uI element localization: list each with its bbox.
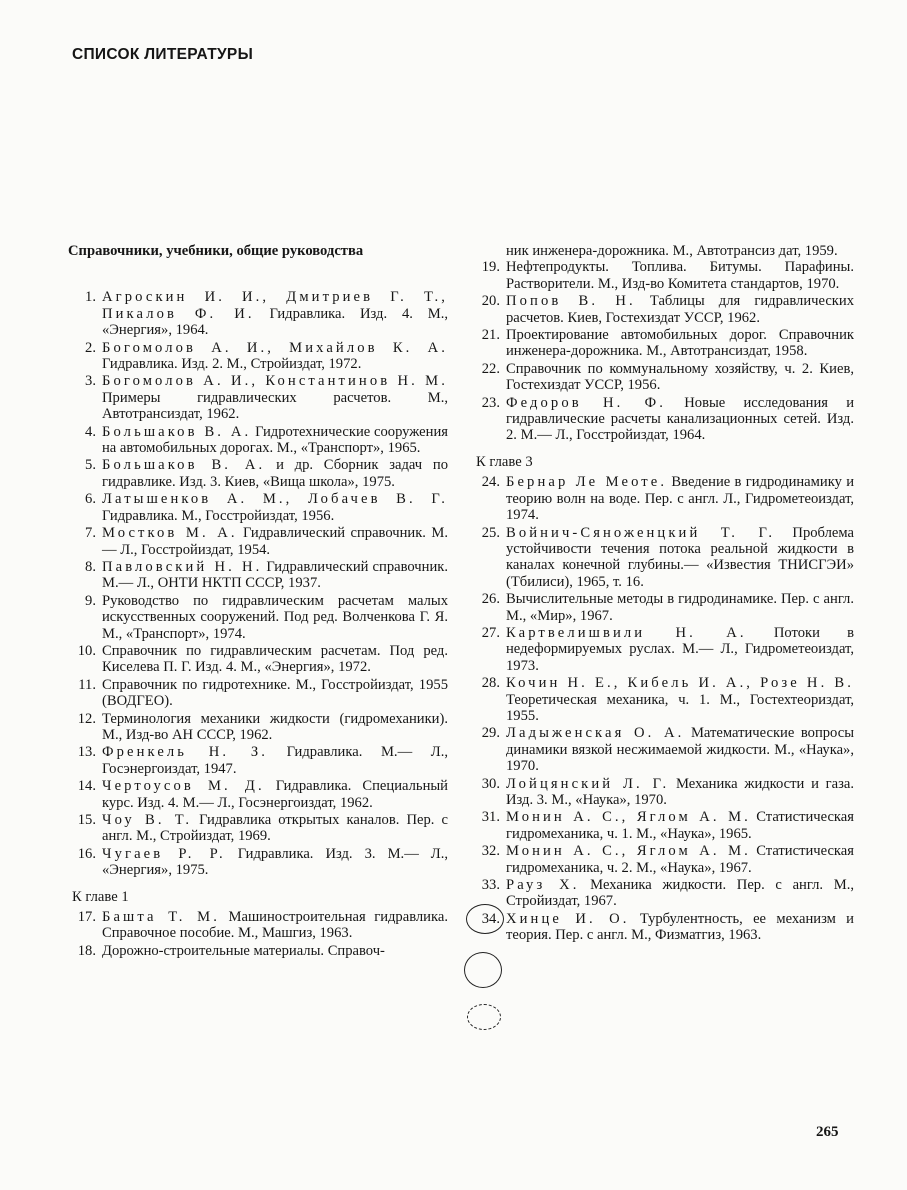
reference-text [506, 725, 854, 774]
reference-author: Чоу В. Т. [102, 812, 193, 828]
reference-author: Рауз Х. [506, 877, 580, 894]
reference-text [102, 457, 448, 490]
reference-item [68, 778, 448, 811]
reference-text [506, 474, 854, 523]
reference-text [102, 373, 448, 422]
reference-continuation [472, 243, 854, 259]
reference-details: Гидротехнические сооружения на автомобильных дорогах. М., «Транспорт», 1965. [102, 423, 448, 457]
reference-number: 7. [85, 525, 96, 542]
reference-text [506, 327, 854, 360]
reference-author: Богомолов А. И., Михайлов К. А. [102, 339, 448, 356]
reference-item [68, 909, 448, 942]
reference-details: Статистическая гидромеханика, ч. 2. М., «Наука», 1967. [506, 843, 854, 876]
reference-item [68, 846, 448, 879]
reference-number: 16. [77, 845, 96, 862]
reference-item [68, 457, 448, 490]
reference-details: Справочник по гидротехнике. М., Госстройиздат, 1955 (ВОДГЕО). [102, 676, 448, 710]
reference-text [102, 943, 448, 959]
reference-text [506, 395, 854, 444]
reference-details: Новые исследования и гидравлические расчеты канализационных сетей. Изд. 2. М.— Л., Госстройиздат, 1964. [506, 394, 855, 444]
reference-details: Механика жидкости и газа. Изд. 3. М., «Наука», 1970. [506, 775, 855, 808]
reference-item [472, 675, 854, 724]
reference-list-chapter-1 [68, 909, 448, 959]
reference-details: Гидравлика. Специальный курс. Изд. 4. М.— Л., Госэнергоиздат, 1962. [102, 778, 448, 811]
reference-author: Чугаев Р. Р. [102, 845, 226, 862]
reference-item [472, 525, 854, 591]
reference-text [102, 525, 448, 558]
reference-number: 30. [481, 775, 500, 792]
reference-number: 4. [85, 423, 96, 440]
reference-item [472, 725, 854, 774]
right-column [472, 243, 854, 945]
reference-author: Ладыженская О. А. [506, 725, 685, 742]
reference-item [472, 877, 854, 910]
reference-details: Механика жидкости. Пер. с англ. М., Стройиздат, 1967. [506, 877, 854, 910]
reference-number: 18. [77, 942, 96, 959]
reference-text [506, 843, 854, 876]
reference-author: Большаков В. А. [102, 457, 266, 474]
reference-author: Чертоусов М. Д. [102, 778, 265, 795]
reference-details: и др. Сборник задач по гидравлике. Изд. 3. Киев, «Вища школа», 1975. [102, 457, 448, 490]
reference-item [472, 911, 854, 944]
reference-text [102, 778, 448, 811]
reference-details: Гидравлический справочник. М.— Л., Госстройиздат, 1954. [102, 525, 448, 558]
reference-number: 20. [481, 293, 500, 310]
handwritten-circle-32 [464, 952, 502, 988]
reference-author: Богомолов А. И., Константинов Н. М. [102, 373, 448, 390]
reference-author: Монин А. С., Яглом А. М. [506, 843, 751, 860]
reference-number: 15. [77, 812, 96, 828]
reference-list-chapter-3 [472, 474, 854, 943]
section-heading: Справочники, учебники, общие руководства [68, 243, 364, 259]
reference-number: 13. [77, 744, 96, 761]
reference-item [68, 677, 448, 710]
reference-details: Гидравлика. М., Госстройиздат, 1956. [102, 507, 335, 524]
reference-number: 24. [481, 474, 500, 491]
reference-item [68, 711, 448, 744]
reference-details: Вычислительные методы в гидродинамике. Пер. с англ. М., «Мир», 1967. [506, 591, 854, 624]
reference-details: Справочник по гидравлическим расчетам. Под ред. Киселева П. Г. Изд. 4. М., «Энергия», 1972. [102, 642, 448, 676]
reference-details: Дорожно-строительные материалы. Справоч- [102, 942, 385, 959]
reference-number: 12. [77, 710, 96, 727]
chapter-heading-1: К главе 1 [72, 888, 129, 905]
reference-text [506, 911, 854, 944]
reference-number: 10. [77, 642, 96, 659]
reference-text [506, 525, 854, 591]
reference-text [506, 259, 854, 292]
reference-details: Введение в гидродинамику и теорию волн на воде. Пер. с англ. Л., Гидрометеоиздат, 1974. [506, 474, 855, 524]
reference-author: Лойцянский Л. Г. [506, 775, 670, 792]
reference-text [102, 677, 448, 710]
reference-number: 34. [481, 910, 500, 927]
reference-author: Федоров Н. Ф. [506, 394, 667, 411]
reference-text [506, 625, 854, 674]
reference-details: Руководство по гидравлическим расчетам малых искусственных сооружений. Под ред. Волченкова Г. Я. М., «Транспорт», 1974. [102, 592, 448, 642]
reference-item [472, 293, 854, 326]
page-number: 265 [816, 1124, 839, 1140]
reference-author: Павловский Н. Н. [102, 558, 263, 575]
reference-text [506, 293, 854, 326]
reference-item [68, 424, 448, 457]
reference-item [472, 474, 854, 523]
reference-item [68, 812, 448, 845]
reference-text [102, 812, 448, 845]
reference-number: 26. [481, 591, 500, 608]
reference-number: 8. [85, 558, 96, 575]
reference-item [68, 289, 448, 338]
reference-author: Кочин Н. Е., Кибель И. А., Розе Н. В. [506, 675, 854, 692]
reference-author: Мостков М. А. [102, 525, 238, 542]
reference-item [68, 373, 448, 422]
reference-text [102, 711, 448, 744]
reference-number: 6. [85, 491, 96, 508]
reference-number: 17. [77, 909, 96, 926]
reference-number: 3. [85, 373, 96, 390]
reference-details: Гидравлика. М.— Л., Госэнергоиздат, 1947. [102, 744, 448, 777]
reference-details: Математические вопросы динамики вязкой несжимаемой жидкости. М., «Наука», 1970. [506, 725, 854, 775]
reference-text [102, 593, 448, 642]
reference-details: Гидравлика. Изд. 4. М., «Энергия», 1964. [102, 305, 448, 339]
reference-item [472, 809, 854, 842]
reference-text [102, 424, 448, 457]
reference-text [102, 491, 448, 524]
reference-item [472, 327, 854, 360]
reference-text [102, 846, 448, 879]
reference-text [102, 340, 448, 373]
chapter-heading-3: К главе 3 [476, 453, 533, 470]
reference-text [506, 361, 854, 394]
reference-number: 5. [85, 457, 96, 474]
reference-text [506, 877, 854, 910]
reference-details: Турбулентность, ее механизм и теория. Пер. с англ. М., Физматгиз, 1963. [506, 910, 854, 944]
reference-item [68, 744, 448, 777]
reference-text [102, 643, 448, 676]
reference-text [102, 289, 448, 338]
reference-author: Хинце И. О. [506, 910, 630, 927]
page-title: СПИСОК ЛИТЕРАТУРЫ [72, 46, 254, 63]
reference-list-general [68, 289, 448, 878]
reference-number: 32. [481, 843, 500, 860]
reference-number: 27. [481, 624, 500, 641]
reference-author: Френкель Н. З. [102, 744, 269, 761]
reference-details: Гидравлика. Изд. 3. М.— Л., «Энергия», 1975. [102, 845, 449, 879]
reference-number: 2. [85, 339, 96, 356]
reference-details: Проблема устойчивости течения потока реальной жидкости в каналах конечной глубины.— «Известия ТНИСГЭИ» (Тбилиси), 1965, т. 16. [506, 524, 854, 590]
reference-author: Агроскин И. И., Дмитриев Г. Т., Пикалов Ф. И. [102, 289, 448, 322]
reference-details: Справочник по коммунальному хозяйству, ч. 2. Киев, Гостехиздат УССР, 1956. [506, 360, 854, 394]
handwritten-circle-31 [466, 904, 504, 934]
reference-text [506, 675, 854, 724]
reference-details: Потоки в недеформируемых руслах. М.— Л., Гидрометеоиздат, 1973. [506, 624, 855, 674]
reference-details: Нефтепродукты. Топлива. Битумы. Парафины. Растворители. М., Изд-во Комитета стандартов, 1970. [506, 259, 854, 292]
reference-details: Машиностроительная гидравлика. Справочное пособие. М., Машгиз, 1963. [102, 909, 448, 942]
reference-details: Таблицы для гидравлических расчетов. Киев, Гостехиздат УССР, 1962. [506, 293, 854, 326]
reference-author: Войнич-Сяноженцкий Т. Г. [506, 524, 776, 541]
reference-list-general-cont [472, 259, 854, 443]
reference-item [472, 591, 854, 624]
reference-number: 25. [481, 524, 500, 541]
reference-text [506, 591, 854, 624]
reference-details: Примеры гидравлических расчетов. М., Автотрансиздат, 1962. [102, 389, 448, 423]
reference-details: Гидравлический справочник. М.— Л., ОНТИ НКТП СССР, 1937. [102, 558, 448, 592]
reference-item [68, 491, 448, 524]
reference-author: Башта Т. М. [102, 909, 220, 926]
reference-author: Большаков В. А. [102, 423, 252, 440]
reference-item [68, 593, 448, 642]
reference-text [506, 809, 854, 842]
reference-number: 19. [481, 259, 500, 276]
reference-number: 14. [77, 778, 96, 795]
reference-number: 31. [481, 809, 500, 826]
reference-author: Монин А. С., Яглом А. М. [506, 809, 751, 826]
reference-continuation-text: ник инженера-дорожника. М., Автотрансиз дат, 1959. [506, 243, 838, 259]
reference-details: Терминология механики жидкости (гидромеханики). М., Изд-во АН СССР, 1962. [102, 710, 448, 743]
reference-text [102, 744, 448, 777]
reference-details: Теоретическая механика, ч. 1. М., Гостехтеориздат, 1955. [506, 691, 854, 724]
reference-number: 22. [481, 360, 500, 377]
reference-item [68, 559, 448, 592]
reference-text [506, 776, 854, 809]
reference-details: Гидравлика. Изд. 2. М., Стройиздат, 1972. [102, 356, 362, 373]
reference-author: Попов В. Н. [506, 293, 636, 310]
reference-number: 29. [481, 725, 500, 742]
reference-text [102, 559, 448, 592]
reference-number: 23. [481, 394, 500, 411]
reference-author: Бернар Ле Меоте. [506, 474, 668, 491]
handwritten-circle-33 [467, 1004, 501, 1030]
reference-text [102, 909, 448, 942]
reference-item [472, 843, 854, 876]
reference-author: Латышенков А. М., Лобачев В. Г. [102, 491, 448, 508]
reference-number: 28. [481, 675, 500, 692]
left-column [68, 243, 448, 960]
reference-details: Проектирование автомобильных дорог. Справочник инженера-дорожника. М., Автотрансиздат, 1958. [506, 327, 854, 360]
reference-number: 9. [85, 592, 96, 609]
reference-item [472, 776, 854, 809]
reference-item [472, 361, 854, 394]
reference-item [68, 340, 448, 373]
reference-number: 1. [85, 289, 96, 306]
reference-item [68, 525, 448, 558]
reference-number: 11. [78, 676, 96, 693]
reference-item [68, 643, 448, 676]
reference-item [68, 943, 448, 959]
reference-author: Картвелишвили Н. А. [506, 624, 747, 641]
reference-details: Статистическая гидромеханика, ч. 1. М., «Наука», 1965. [506, 809, 854, 842]
reference-number: 21. [481, 327, 500, 344]
reference-item [472, 395, 854, 444]
reference-item [472, 625, 854, 674]
reference-item [472, 259, 854, 292]
reference-number: 33. [481, 877, 500, 894]
reference-details: Гидравлика открытых каналов. Пер. с англ. М., Стройиздат, 1969. [102, 812, 448, 845]
